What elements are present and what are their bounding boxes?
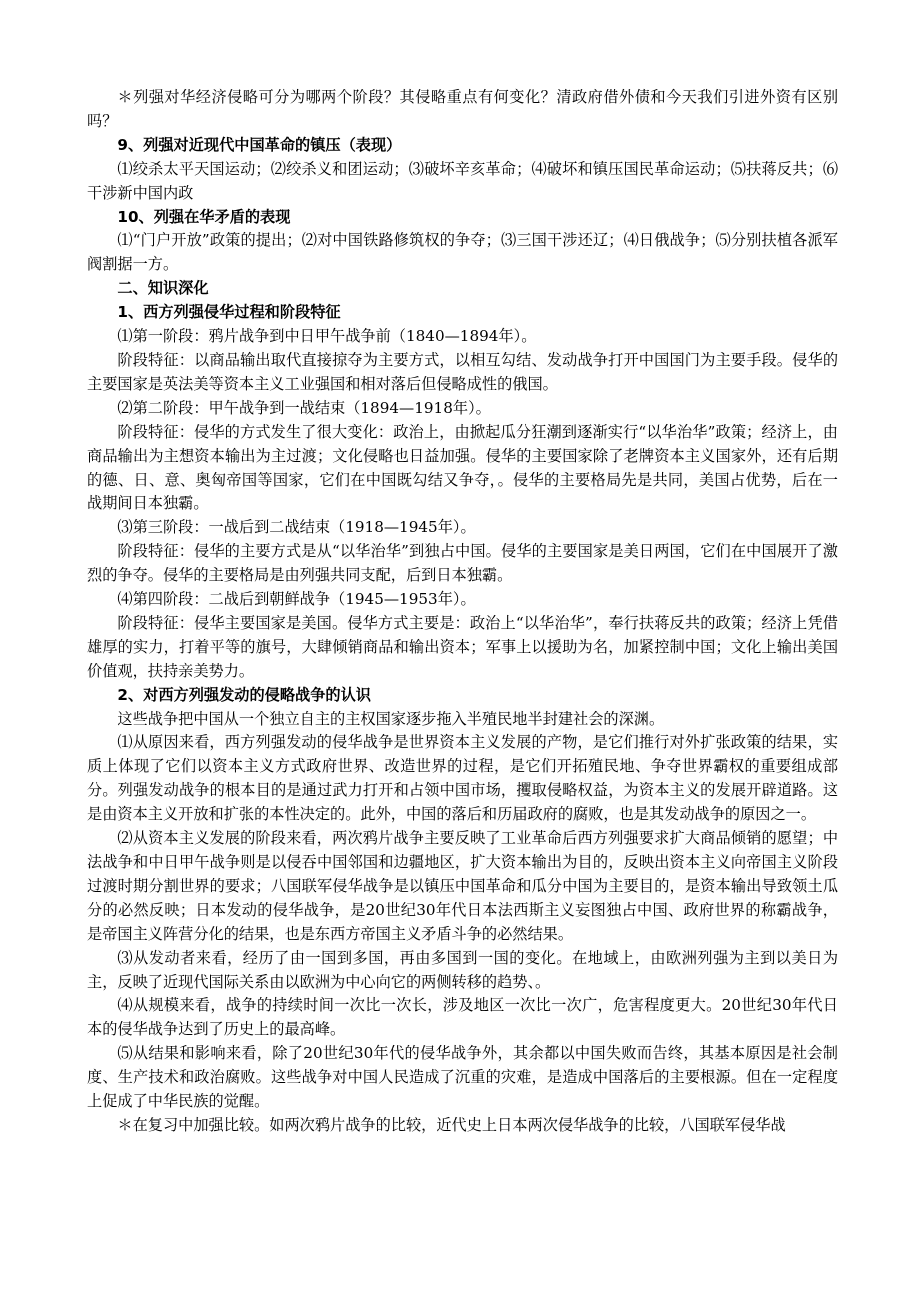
body-paragraph: 阶段特征：侵华的主要方式是从“以华治华”到独占中国。侵华的主要国家是美日两国，它们在中国展开了激烈的争夺。侵华的主要格局是由列强共同支配，后到日本独霸。 (87, 542, 838, 585)
section-heading: 1、西方列强侵华过程和阶段特征 (117, 303, 341, 322)
stage-title: ⑵第二阶段：甲午战争到一战结束（1894—1918年）。 (117, 398, 491, 417)
body-paragraph: ⑴绞杀太平天国运动；⑵绞杀义和团运动；⑶破坏辛亥革命；⑷破坏和镇压国民革命运动；⑸扶蒋反共；⑹干涉新中国内政 (87, 159, 838, 202)
stage-title: ⑶第三阶段：一战后到二战结束（1918—1945年）。 (117, 518, 476, 537)
body-paragraph: 阶段特征：侵华主要国家是美国。侵华方式主要是：政治上“以华治华”，奉行扶蒋反共的政策；经济上凭借雄厚的实力，打着平等的旗号，大肆倾销商品和输出资本；军事上以援助为名，加紧控制中国；文化上输出美国价值观，扶持亲美势力。 (87, 613, 838, 680)
section-heading: 9、列强对近现代中国革命的镇压（表现） (117, 135, 402, 154)
section-heading: 2、对西方列强发动的侵略战争的认识 (117, 685, 371, 704)
body-paragraph: ⑶从发动者来看，经历了由一国到多国，再由多国到一国的变化。在地域上，由欧洲列强为主到以美日为主，反映了近现代国际关系由以欧洲为中心向它的两侧转移的趋势、。 (87, 948, 838, 991)
body-paragraph: 阶段特征：以商品输出取代直接掠夺为主要方式，以相互勾结、发动战争打开中国国门为主要手段。侵华的主要国家是英法美等资本主义工业强国和相对落后但侵略成性的俄国。 (87, 350, 838, 393)
body-paragraph: 阶段特征：侵华的方式发生了很大变化：政治上，由掀起瓜分狂潮到逐渐实行“以华治华”政策；经济上，由商品输出为主想资本输出为主过渡；文化侵略也日益加强。侵华的主要国家除了老牌资本主义国家外，还有后期的德、日、意、奥匈帝国等国家，它们在中国既勾结又争夺，。侵华的主要格局先是共同，美国占优势，后在一战期间日本独霸。 (87, 422, 838, 513)
body-paragraph: ⑵从资本主义发展的阶段来看，两次鸦片战争主要反映了工业革命后西方列强要求扩大商品倾销的愿望；中法战争和中日甲午战争则是以侵吞中国邻国和边疆地区，扩大资本输出为目的，反映出资本主义向帝国主义阶段过渡时期分割世界的要求；八国联军侵华战争是以镇压中国革命和瓜分中国为主要目的，是资本输出导致领土瓜分的必然反映；日本发动的侵华战争，是20世纪30年代日本法西斯主义妄图独占中国、政府世界的称霸战争，是帝国主义阵营分化的结果，也是东西方帝国主义矛盾斗争的必然结果。 (87, 829, 838, 943)
body-paragraph: ⑴“门户开放”政策的提出；⑵对中国铁路修筑权的争夺；⑶三国干涉还辽；⑷日俄战争；⑸分别扶植各派军阀割据一方。 (87, 231, 838, 274)
question-paragraph: ＊列强对华经济侵略可分为哪两个阶段？其侵略重点有何变化？清政府借外债和今天我们引进外资有区别吗？ (87, 88, 838, 130)
chapter-heading: 二、知识深化 (117, 279, 209, 298)
body-paragraph: ⑸从结果和影响来看，除了20世纪30年代的侵华战争外，其余都以中国失败而告终，其基本原因是社会制度、生产技术和政治腐败。这些战争对中国人民造成了沉重的灾难，是造成中国落后的主要根源。但在一定程度上促成了中华民族的觉醒。 (87, 1044, 838, 1111)
body-paragraph: 这些战争把中国从一个独立自主的主权国家逐步拖入半殖民地半封建社会的深渊。 (117, 709, 665, 728)
body-paragraph: ⑷从规模来看，战争的持续时间一次比一次长，涉及地区一次比一次广，危害程度更大。20世纪30年代日本的侵华战争达到了历史上的最高峰。 (87, 996, 838, 1039)
stage-title: ⑷第四阶段：二战后到朝鲜战争（1945—1953年）。 (117, 590, 476, 609)
body-paragraph: ⑴从原因来看，西方列强发动的侵华战争是世界资本主义发展的产物，是它们推行对外扩张政策的结果，实质上体现了它们以资本主义方式政府世界、改造世界的过程，是它们开拓殖民地、争夺世界霸权的重要组成部分。列强发动战争的根本目的是通过武力打开和占领中国市场，攫取侵略权益，为资本主义的发展开辟道路。这是由资本主义开放和扩张的本性决定的。此外，中国的落后和历届政府的腐败，也是其发动战争的原因之一。 (87, 733, 838, 824)
section-heading: 10、列强在华矛盾的表现 (117, 207, 291, 226)
body-paragraph: ＊在复习中加强比较。如两次鸦片战争的比较，近代史上日本两次侵华战争的比较，八国联军侵华战 (117, 1115, 786, 1134)
stage-title: ⑴第一阶段：鸦片战争到中日甲午战争前（1840—1894年）。 (117, 327, 537, 346)
